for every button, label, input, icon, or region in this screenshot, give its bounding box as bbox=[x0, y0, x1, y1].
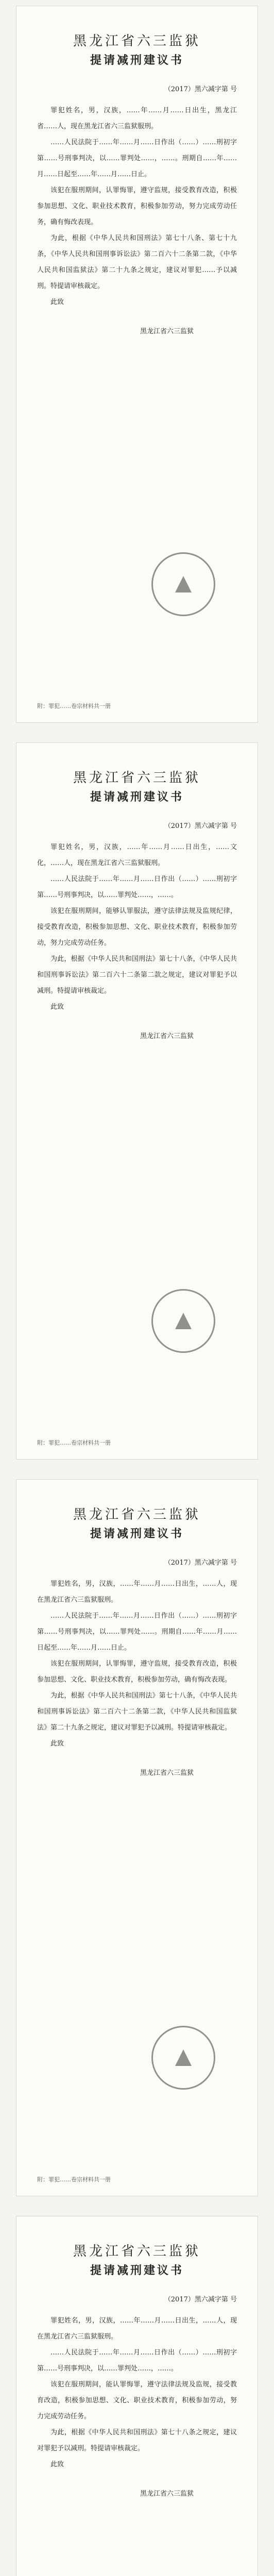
body-paragraph: 为此，根据《中华人民共和国刑法》第七十八条，《中华人民共和国刑事诉讼法》第二百六十二条第二款之规定，建议对罪犯予以减刑。特提请审核裁定。 bbox=[37, 955, 237, 995]
page-title: 黑龙江省六三监狱 bbox=[73, 1507, 201, 1522]
body-paragraph: 罪犯姓名，男，汉族，……年……月……日出生，……文化，……人，现在黑龙江省六三监狱服刑。 bbox=[37, 843, 237, 867]
page-subtitle: 提请减刑建议书 bbox=[90, 790, 184, 804]
signature-line: 黑龙江省六三监狱 bbox=[140, 1769, 194, 1777]
page-title: 黑龙江省六三监狱 bbox=[73, 770, 201, 786]
page-footer: 附：罪犯……卷宗材料共一册 bbox=[37, 2176, 111, 2183]
body-paragraph: 为此，根据《中华人民共和国刑法》第七十八条、第七十九条，《中华人民共和国刑事诉讼法》第二百六十二条第二款，《中华人民共和国监狱法》第二十九条之规定，建议对罪犯……予以减刑。特提请审核裁定。 bbox=[37, 234, 237, 290]
official-seal-icon bbox=[151, 1289, 215, 1353]
page-footer: 附：罪犯……卷宗材料共一册 bbox=[37, 1439, 111, 1446]
body-paragraph: ……人民法院于……年……月……日作出（……）……刑初字第……号刑事判决，以……罪判处……，……。 bbox=[37, 2349, 237, 2372]
body-paragraph: ……人民法院于……年……月……日作出（……）……刑初字第……号刑事判决，以……罪判处……，……。刑期自……年……月……日起至……年……月……日止。 bbox=[37, 139, 237, 178]
signature-line: 黑龙江省六三监狱 bbox=[140, 2490, 194, 2498]
body-paragraph: ……人民法院于……年……月……日作出（……）……刑初字第……号刑事判决，以……罪判处……，……。 bbox=[37, 875, 237, 899]
page-subtitle: 提请减刑建议书 bbox=[90, 54, 184, 67]
file-number: （2017）黑六减字第 号 bbox=[164, 86, 237, 93]
seal-star-icon bbox=[175, 1313, 192, 1329]
body-paragraph: 此致 bbox=[50, 298, 64, 306]
seal-star-icon bbox=[175, 2049, 192, 2066]
official-seal-icon bbox=[151, 552, 215, 616]
document-page-3 bbox=[16, 1480, 258, 2196]
page-title: 黑龙江省六三监狱 bbox=[73, 33, 201, 49]
body-paragraph: 此致 bbox=[50, 2461, 64, 2468]
file-number: （2017）黑六减字第 号 bbox=[164, 822, 237, 830]
official-seal-icon bbox=[151, 2026, 215, 2090]
document-page-1 bbox=[16, 6, 258, 722]
document-page-4 bbox=[16, 2216, 258, 2576]
file-number: （2017）黑六减字第 号 bbox=[164, 1559, 237, 1567]
body-paragraph: 为此，根据《中华人民共和国刑法》第七十八条，《中华人民共和国刑事诉讼法》第二百六十二条第二款，《中华人民共和国监狱法》第二十九条之规定，建议对罪犯予以减刑。特提请审核裁定。 bbox=[37, 1692, 237, 1732]
body-paragraph: 此致 bbox=[50, 1740, 64, 1748]
page-footer: 附：罪犯……卷宗材料共一册 bbox=[37, 703, 111, 709]
document-page-2 bbox=[16, 743, 258, 1459]
body-paragraph: ……人民法院于……年……月……日作出（……）……刑初字第……号刑事判决，以……罪判处……。刑期自……年……月……日起至……年……月……日止。 bbox=[37, 1612, 237, 1652]
page-title: 黑龙江省六三监狱 bbox=[73, 2244, 201, 2259]
signature-line: 黑龙江省六三监狱 bbox=[140, 328, 194, 335]
page-subtitle: 提请减刑建议书 bbox=[90, 1527, 184, 1540]
body-paragraph: 罪犯姓名，男，汉族，……年……月……日出生，黑龙江省……人，现在黑龙江省六三监狱服刑。 bbox=[37, 107, 237, 130]
body-paragraph: 为此，根据《中华人民共和国刑法》第七十八条之规定，建议对罪犯予以减刑。特提请审核裁定。 bbox=[37, 2429, 237, 2452]
body-paragraph: 该犯在服刑期间，认罪悔罪，遵守监规，接受教育改造，积极参加思想、文化、职业技术教育，积极参加劳动，努力完成劳动任务，确有悔改表现。 bbox=[37, 187, 237, 226]
body-paragraph: 此致 bbox=[50, 1003, 64, 1011]
body-paragraph: 该犯在服刑期间，认罪悔罪，遵守监规，接受教育改造，积极参加思想、文化、职业技术教育，积极参加劳动，确有悔改表现。 bbox=[37, 1660, 237, 1684]
body-paragraph: 罪犯姓名，男，汉族，……年……月……日出生，……人，现在黑龙江省六三监狱服刑。 bbox=[37, 1580, 237, 1604]
seal-star-icon bbox=[175, 576, 192, 592]
file-number: （2017）黑六减字第 号 bbox=[164, 2296, 237, 2303]
page-subtitle: 提请减刑建议书 bbox=[90, 2264, 184, 2277]
signature-line: 黑龙江省六三监狱 bbox=[140, 1032, 194, 1040]
body-paragraph: 该犯在服刑期间，能够认罪服法，遵守法律法规及监规纪律，接受教育改造，积极参加思想、文化、职业技术教育，积极参加劳动，努力完成劳动任务。 bbox=[37, 907, 237, 947]
body-paragraph: 罪犯姓名，男，汉族，……年……月……日出生，……人，现在黑龙江省六三监狱服刑。 bbox=[37, 2317, 237, 2341]
body-paragraph: 该犯在服刑期间，能认罪悔罪，遵守法律法规及监规，接受教育改造，积极参加思想、文化、职业技术教育，积极参加劳动，努力完成劳动任务。 bbox=[37, 2381, 237, 2420]
